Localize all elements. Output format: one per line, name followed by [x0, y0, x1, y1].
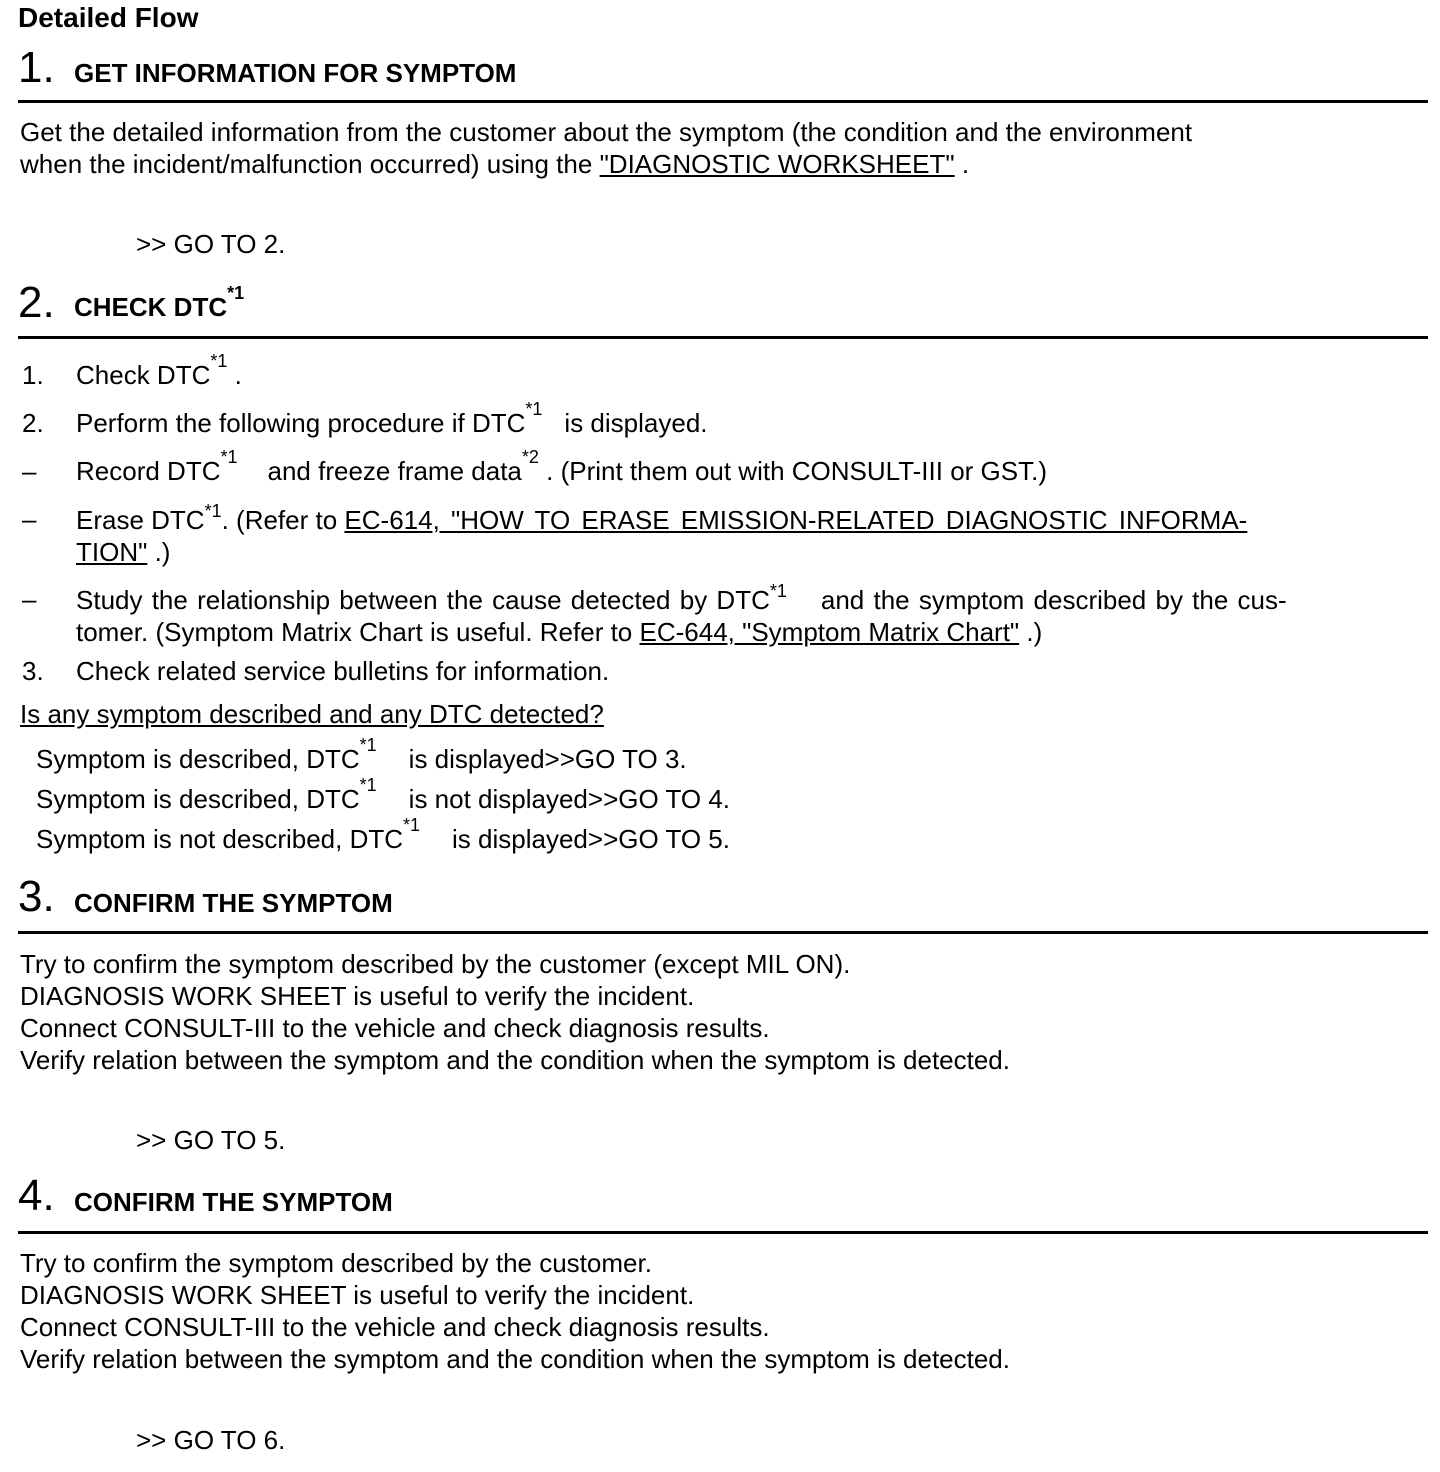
ec-614-erase-link[interactable]: EC-614, "HOW TO ERASE EMISSION-RELATED DIAGNOSTIC INFORMA-: [344, 505, 1248, 535]
list-marker: 1.: [22, 360, 44, 390]
step-1-body-text: when the incident/malfunction occurred) using the: [20, 149, 600, 179]
list-marker: –: [22, 584, 37, 614]
step-3-line: Connect CONSULT-III to the vehicle and check diagnosis results.: [20, 1013, 770, 1043]
decision-answer: Symptom is not described, DTC$^{*1}$ is displayed>>GO TO 5.: [36, 815, 730, 854]
page-title: Detailed Flow: [18, 2, 199, 33]
list-item-text: Study the relationship between the cause detected by DTC$^{*1}$ and the symptom described by the cus- tomer. (Symptom Matrix Chart is useful. Refer to EC-644, "Symptom Matrix Chart" .): [76, 581, 1287, 647]
step-1-body-end: .: [954, 149, 970, 179]
step-1-body-line-1: Get the detailed information from the customer about the symptom (the condition and the environment: [20, 117, 1193, 147]
step-2-number: 2.: [18, 278, 55, 327]
footnote-ref: *1: [525, 399, 543, 419]
step-3-line: Try to confirm the symptom described by the customer (except MIL ON).: [20, 949, 851, 979]
step-4-line: DIAGNOSIS WORK SHEET is useful to verify the incident.: [20, 1280, 695, 1310]
list-item-text: Erase DTC $^{*1}$ . (Refer to EC-614, "HOW TO ERASE EMISSION-RELATED DIAGNOSTIC INFORMA- TION" .): [76, 501, 1248, 567]
step-3-number: 3.: [18, 872, 55, 921]
decision-question: Is any symptom described and any DTC detected?: [20, 699, 604, 729]
list-item: [0, 351, 1440, 392]
list-item: [0, 581, 1440, 648]
step-3-title: CONFIRM THE SYMPTOM: [74, 888, 393, 918]
step-4-line: Connect CONSULT-III to the vehicle and check diagnosis results.: [20, 1312, 770, 1342]
list-item-text: Perform the following procedure if DTC$^{*1}$ is displayed.: [76, 399, 708, 438]
step-1-number: 1.: [18, 43, 55, 92]
step-1-divider: [18, 100, 1428, 103]
step-4-goto: >> GO TO 6.: [136, 1425, 286, 1455]
step-4-number: 4.: [18, 1171, 55, 1220]
step-3-line: Verify relation between the symptom and the condition when the symptom is detected.: [20, 1045, 1010, 1075]
list-item-text: Record DTC$^{*1}$ and freeze frame data$^{*2}$ . (Print them out with CONSULT-III or GST.): [76, 447, 1047, 486]
list-item: [0, 447, 1440, 488]
list-item-text: Check DTC$^{*1}$ .: [76, 351, 242, 390]
list-item-text: Check related service bulletins for information.: [76, 656, 610, 686]
list-marker: –: [22, 504, 37, 534]
step-4-line: Verify relation between the symptom and the condition when the symptom is detected.: [20, 1344, 1010, 1374]
footnote-ref: *1: [210, 351, 228, 371]
list-item: [0, 501, 1440, 568]
ec-644-symptom-matrix-link[interactable]: EC-644, "Symptom Matrix Chart": [639, 617, 1020, 647]
list-item: [0, 656, 1440, 688]
footnote-ref: *2: [521, 447, 539, 467]
step-3-line: DIAGNOSIS WORK SHEET is useful to verify the incident.: [20, 981, 695, 1011]
footnote-ref: *1: [220, 447, 238, 467]
step-2-title-text: CHECK DTC: [74, 292, 228, 322]
footnote-ref: *1: [227, 283, 245, 303]
footnote-ref: *1: [359, 775, 377, 795]
step-2-divider: [18, 336, 1428, 339]
step-1-body-line-2: [20, 148, 969, 180]
list-item: [0, 399, 1440, 440]
list-marker: –: [22, 456, 37, 486]
decision-answer: Symptom is described, DTC$^{*1}$ is displayed>>GO TO 3.: [36, 735, 687, 774]
step-1-title: GET INFORMATION FOR SYMPTOM: [74, 58, 517, 88]
footnote-ref: *1: [359, 735, 377, 755]
list-marker: 3.: [22, 656, 44, 686]
step-4-line: Try to confirm the symptom described by the customer.: [20, 1248, 652, 1278]
footnote-ref: *1: [769, 581, 787, 601]
footnote-ref: *1: [403, 815, 421, 835]
diagnostic-worksheet-link[interactable]: "DIAGNOSTIC WORKSHEET": [599, 149, 955, 179]
step-1-goto: >> GO TO 2.: [136, 229, 286, 259]
list-marker: 2.: [22, 408, 44, 438]
ec-614-erase-link-continued[interactable]: TION": [76, 537, 148, 567]
footnote-ref: *1: [204, 501, 222, 521]
decision-answer: Symptom is described, DTC$^{*1}$ is not displayed>>GO TO 4.: [36, 775, 731, 814]
step-4-title: CONFIRM THE SYMPTOM: [74, 1187, 393, 1217]
step-2-title: [74, 283, 245, 323]
step-3-goto: >> GO TO 5.: [136, 1125, 286, 1155]
step-3-divider: [18, 931, 1428, 934]
step-4-divider: [18, 1231, 1428, 1234]
